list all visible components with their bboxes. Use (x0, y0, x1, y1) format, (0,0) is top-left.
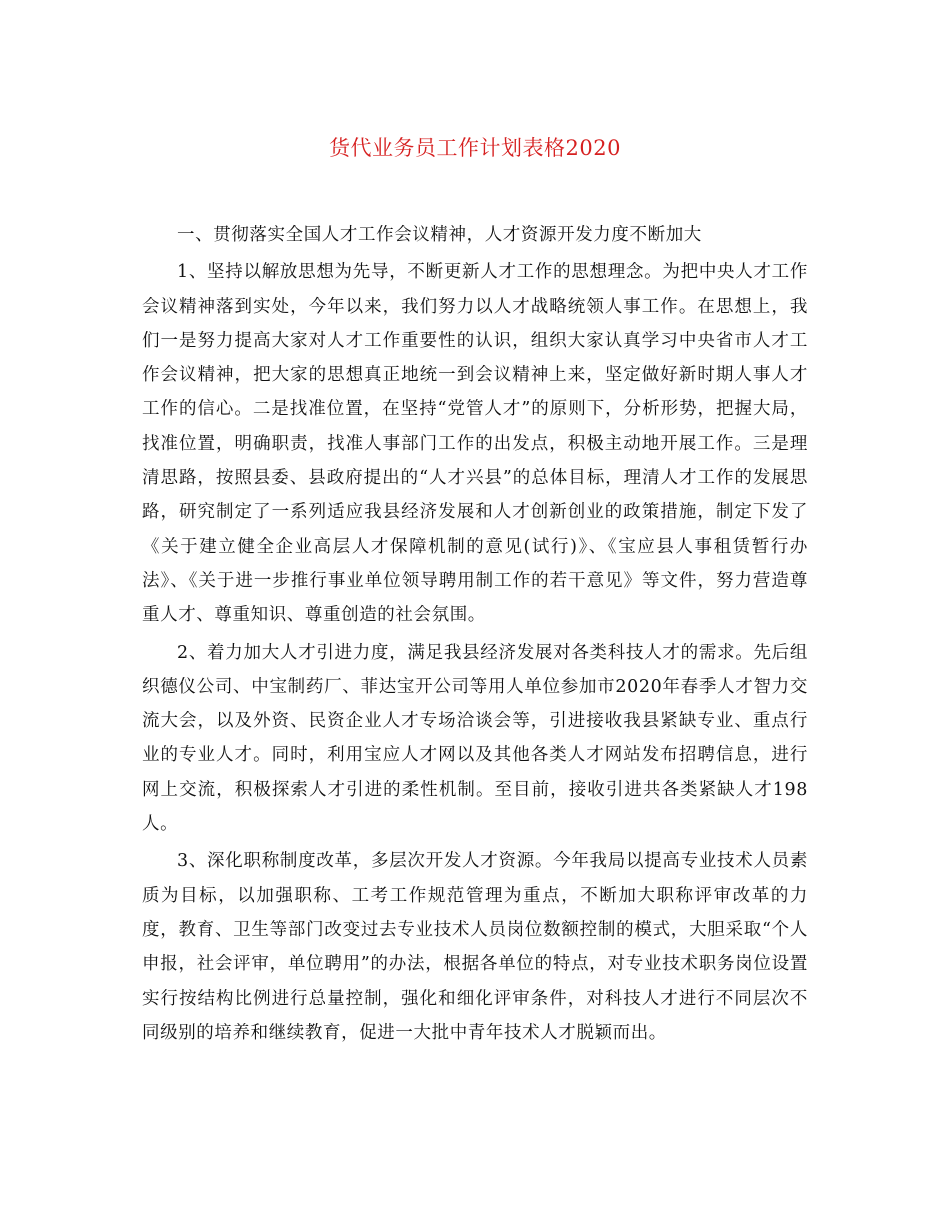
document-title: 货代业务员工作计划表格2020 (329, 136, 621, 160)
section-heading: 一、贯彻落实全国人才工作会议精神，人才资源开发力度不断加大 (177, 225, 702, 245)
paragraph-1: 1、坚持以解放思想为先导，不断更新人才工作的思想理念。为把中央人才工作会议精神落到实处，今年以来，我们努力以人才战略统领人事工作。在思想上，我们一是努力提高大家对人才工作重要性的认识，组织大家认真学习中央省市人才工作会议精神，把大家的思想真正地统一到会议精神上来，坚定做好新时期人事人才工作的信心。二是找准位置，在坚持“党管人才”的原则下，分析形势，把握大局，找准位置，明确职责，找准人事部门工作的出发点，积极主动地开展工作。三是理清思路，按照县委、县政府提出的“人才兴县”的总体目标，理清人才工作的发展思路，研究制定了一系列适应我县经济发展和人才创新创业的政策措施，制定下发了《关于建立健全企业高层人才保障机制的意见(试行)》、《宝应县人事租赁暂行办法》、《关于进一步推行事业单位领导聘用制工作的若干意见》等文件，努力营造尊重人才、尊重知识、尊重创造的社会氛围。 (142, 262, 808, 626)
paragraph-3: 3、深化职称制度改革，多层次开发人才资源。今年我局以提高专业技术人员素质为目标，以加强职称、工考工作规范管理为重点，不断加大职称评审改革的力度，教育、卫生等部门改变过去专业技术人员岗位数额控制的模式，大胆采取“个人申报，社会评审，单位聘用”的办法，根据各单位的特点，对专业技术职务岗位设置实行按结构比例进行总量控制，强化和细化评审条件，对科技人才进行不同层次不同级别的培养和继续教育，促进一大批中青年技术人才脱颖而出。 (142, 851, 808, 1043)
paragraph-2: 2、着力加大人才引进力度，满足我县经济发展对各类科技人才的需求。先后组织德仪公司、中宝制药厂、菲达宝开公司等用人单位参加市2020年春季人才智力交流大会，以及外资、民资企业人才专场洽谈会等，引进接收我县紧缺专业、重点行业的专业人才。同时，利用宝应人才网以及其他各类人才网站发布招聘信息，进行网上交流，积极探索人才引进的柔性机制。至目前，接收引进共各类紧缺人才198人。 (142, 642, 808, 835)
document-body (142, 218, 808, 1053)
